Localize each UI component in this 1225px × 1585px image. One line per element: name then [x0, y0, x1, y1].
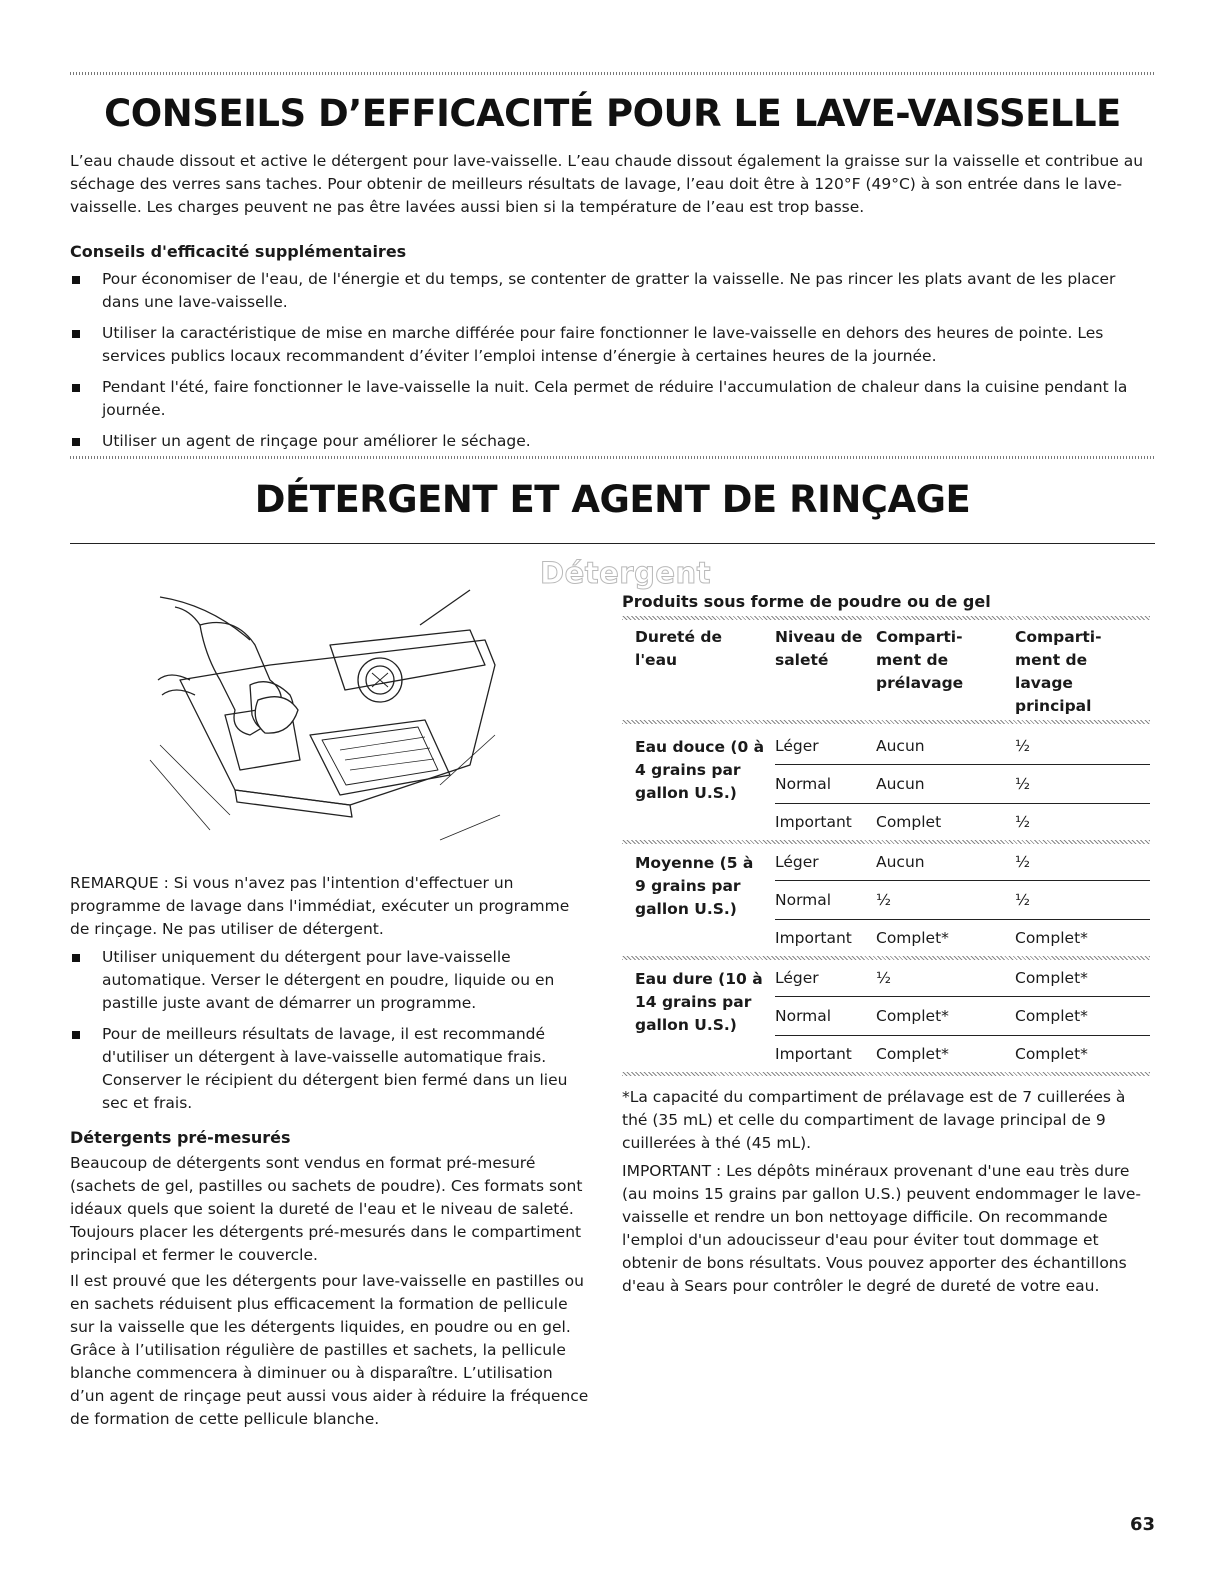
list-item: Pour économiser de l'eau, de l'énergie et du temps, se contenter de gratter la vaisselle. Ne pas rincer les plats avant de les placer dans une lave-vaisselle.: [70, 268, 1150, 314]
premeasured-para-1: Beaucoup de détergents sont vendus en format pré-mesuré (sachets de gel, pastilles ou sachets de poudre). Ces formats sont idéaux quels que soient la dureté de l'eau et le niveau de saleté. Toujours placer les détergents pré-mesurés dans le compartiment principal et fermer le couvercle.: [70, 1154, 583, 1264]
table-cell: Normal: [775, 1007, 832, 1025]
header-soil-level: Niveau de saleté: [775, 628, 863, 669]
table-cell: Léger: [775, 853, 819, 871]
table-cell: Important: [775, 929, 852, 947]
row-rule: [775, 996, 1150, 997]
table-cell: ½: [1015, 737, 1031, 755]
group-label-soft: Eau douce (0 à 4 grains par gallon U.S.): [635, 738, 765, 802]
row-rule: [775, 1035, 1150, 1036]
table-cell: Complet*: [1015, 1045, 1088, 1063]
table-cell: Complet: [876, 813, 942, 831]
list-item: Utiliser la caractéristique de mise en marche différée pour faire fonctionner le lave-vaisselle en dehors des heures de pointe. Les services publics locaux recommandent d’éviter l’emploi intense d’énergie à certaines heures de la journée.: [70, 322, 1150, 368]
manual-page: [70, 0, 1155, 1585]
detergent-dispenser-illustration: [140, 585, 550, 855]
header-prewash: Comparti-ment de prélavage: [876, 628, 964, 692]
group-rule: [622, 956, 1150, 960]
remarque-note: REMARQUE : Si vous n'avez pas l'intention d'effectuer un programme de lavage dans l'immédiat, exécuter un programme de rinçage. Ne pas utiliser de détergent.: [70, 874, 570, 938]
table-cell: ½: [876, 969, 892, 987]
table-cell: Complet*: [1015, 929, 1088, 947]
table-cell: ½: [1015, 853, 1031, 871]
list-item: Utiliser un agent de rinçage pour améliorer le séchage.: [70, 430, 1150, 453]
page-number: 63: [1129, 1514, 1155, 1535]
table-cell: Important: [775, 813, 852, 831]
section-title-detergent: DÉTERGENT ET AGENT DE RINÇAGE: [254, 478, 971, 521]
efficiency-tips-list: [70, 268, 1150, 453]
table-cell: Normal: [775, 775, 832, 793]
list-item: Pour de meilleurs résultats de lavage, il est recommandé d'utiliser un détergent à lave-vaisselle automatique frais. Conserver le récipient du détergent bien fermé dans un lieu sec et frais.: [70, 1023, 590, 1115]
table-cell: Léger: [775, 969, 819, 987]
table-cell: Complet*: [876, 929, 949, 947]
table-cell: ½: [1015, 775, 1031, 793]
capacity-footnote: *La capacité du compartiment de prélavage est de 7 cuillerées à thé (35 mL) et celle du compartiment de lavage principal de 9 cuillerées à thé (45 mL).: [622, 1088, 1126, 1152]
row-rule: [775, 919, 1150, 920]
list-item: Pendant l'été, faire fonctionner le lave-vaisselle la nuit. Cela permet de réduire l'accumulation de chaleur dans la cuisine pendant la journée.: [70, 376, 1150, 422]
premeasured-subheading: Détergents pré-mesurés: [70, 1128, 291, 1147]
efficiency-intro: L’eau chaude dissout et active le détergent pour lave-vaisselle. L’eau chaude dissout également la graisse sur la vaisselle et contribue au séchage des verres sans taches. Pour obtenir de meilleurs résultats de lavage, l’eau doit être à 120°F (49°C) à son entrée dans le lave-vaisselle. Les charges peuvent ne pas être lavées aussi bien si la température de l’eau est trop basse.: [70, 152, 1144, 216]
table-cell: ½: [1015, 891, 1031, 909]
detergent-ghost-heading: Détergent: [540, 556, 712, 590]
table-top-rule: [622, 616, 1150, 620]
header-water-hardness: Dureté de l'eau: [635, 628, 722, 669]
row-rule: [775, 880, 1150, 881]
section-title-efficiency: CONSEILS D’EFFICACITÉ POUR LE LAVE-VAISSELLE: [104, 92, 1121, 135]
mid-divider: [70, 456, 1155, 459]
important-note: IMPORTANT : Les dépôts minéraux provenant d'une eau très dure (au moins 15 grains par gallon U.S.) peuvent endommager le lave-vaisselle et rendre un bon nettoyage difficile. On recommande l'emploi d'un adoucisseur d'eau pour éviter tout dommage et obtenir de bons résultats. Vous pouvez apporter des échantillons d'eau à Sears pour contrôler le degré de dureté de votre eau.: [622, 1162, 1142, 1295]
table-cell: ½: [876, 891, 892, 909]
table-cell: ½: [1015, 813, 1031, 831]
row-rule: [775, 803, 1150, 804]
premeasured-para-2: Il est prouvé que les détergents pour lave-vaisselle en pastilles ou en sachets réduisent plus efficacement la formation de pellicule sur la vaisselle que les détergents liquides, en poudre ou en gel. Grâce à l’utilisation régulière de pastilles et sachets, la pellicule blanche commencera à diminuer ou à disparaître. L’utilisation d’un agent de rinçage peut aussi vous aider à réduire la fréquence de formation de cette pellicule blanche.: [70, 1272, 589, 1428]
table-cell: Complet*: [1015, 1007, 1088, 1025]
table-cell: Complet*: [1015, 969, 1088, 987]
table-cell: Aucun: [876, 775, 925, 793]
table-cell: Aucun: [876, 737, 925, 755]
group-label-medium: Moyenne (5 à 9 grains par gallon U.S.): [635, 854, 754, 918]
table-cell: Aucun: [876, 853, 925, 871]
table-cell: Complet*: [876, 1007, 949, 1025]
table-cell: Normal: [775, 891, 832, 909]
row-rule: [775, 764, 1150, 765]
list-item: Utiliser uniquement du détergent pour lave-vaisselle automatique. Verser le détergent en poudre, liquide ou en pastille juste avant de démarrer un programme.: [70, 946, 590, 1015]
group-rule: [622, 840, 1150, 844]
header-mainwash: Comparti-ment de lavage principal: [1015, 628, 1102, 715]
group-label-hard: Eau dure (10 à 14 grains par gallon U.S.): [635, 970, 763, 1034]
efficiency-subheading: Conseils d'efficacité supplémentaires: [70, 242, 407, 261]
table-cell: Important: [775, 1045, 852, 1063]
table-bottom-rule: [622, 1072, 1150, 1076]
top-divider: [70, 72, 1155, 75]
table-caption: Produits sous forme de poudre ou de gel: [622, 592, 991, 611]
header-rule: [622, 720, 1150, 724]
detergent-usage-list: [70, 946, 590, 1115]
table-cell: Complet*: [876, 1045, 949, 1063]
section-underline: [70, 543, 1155, 544]
table-cell: Léger: [775, 737, 819, 755]
